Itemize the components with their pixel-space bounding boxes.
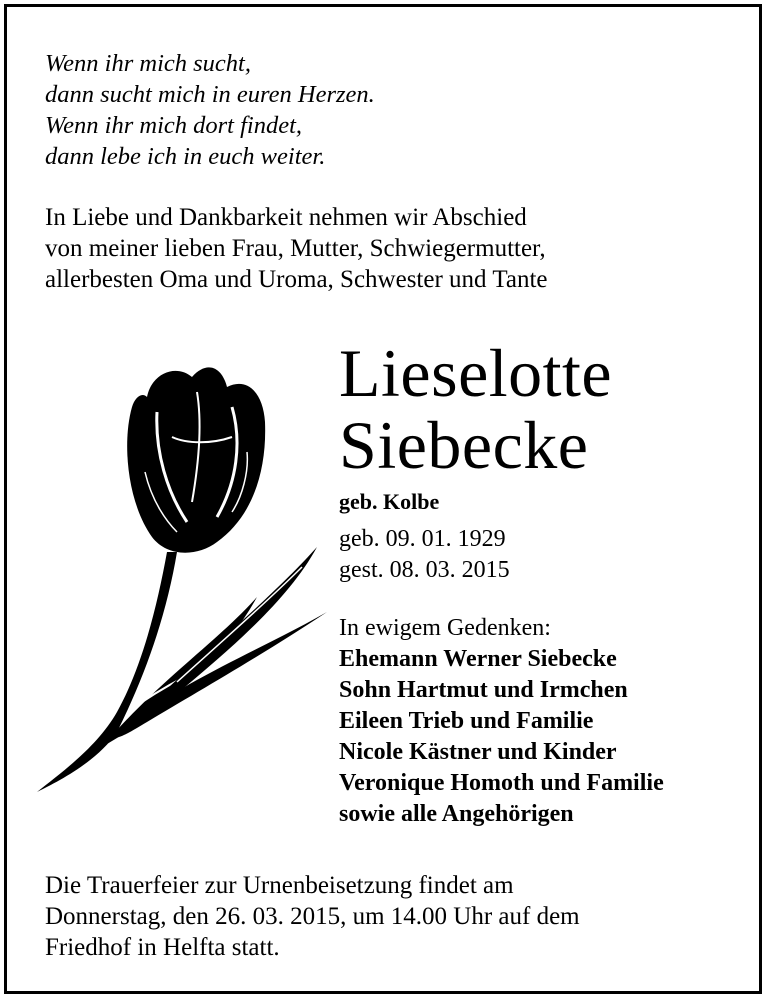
intro-line: von meiner lieben Frau, Mutter, Schwiegermutter, xyxy=(45,235,546,262)
footer-line: Donnerstag, den 26. 03. 2015, um 14.00 Uhr auf dem xyxy=(45,903,580,930)
mourner-name: Ehemann Werner Siebecke xyxy=(339,646,617,672)
intro-text xyxy=(45,202,548,295)
last-name: Siebecke xyxy=(339,407,589,483)
mourner-name: Eileen Trieb und Familie xyxy=(339,708,594,734)
deceased-name xyxy=(339,337,612,481)
intro-line: allerbesten Oma und Uroma, Schwester und Tante xyxy=(45,266,548,293)
mourner-name: Veronique Homoth und Familie xyxy=(339,770,664,796)
first-name: Lieselotte xyxy=(339,335,613,411)
tulip-icon xyxy=(27,352,327,802)
footer-line: Die Trauerfeier zur Urnenbeisetzung findet am xyxy=(45,872,514,899)
intro-line: In Liebe und Dankbarkeit nehmen wir Abschied xyxy=(45,204,527,231)
mourners-list xyxy=(339,613,664,830)
death-date: gest. 08. 03. 2015 xyxy=(339,557,510,583)
poem-line: Wenn ihr mich sucht, xyxy=(45,50,251,77)
mourners-label: In ewigem Gedenken: xyxy=(339,615,551,641)
mourner-name: sowie alle Angehörigen xyxy=(339,801,574,827)
birth-date: geb. 09. 01. 1929 xyxy=(339,526,506,552)
poem xyxy=(45,48,375,172)
poem-line: Wenn ihr mich dort findet, xyxy=(45,112,303,139)
life-dates xyxy=(339,524,510,586)
funeral-notice xyxy=(45,870,580,963)
footer-line: Friedhof in Helfta statt. xyxy=(45,934,280,961)
obituary-frame xyxy=(4,4,762,994)
mourner-name: Nicole Kästner und Kinder xyxy=(339,739,617,765)
poem-line: dann lebe ich in euch weiter. xyxy=(45,143,326,170)
mourner-name: Sohn Hartmut und Irmchen xyxy=(339,677,628,703)
poem-line: dann sucht mich in euren Herzen. xyxy=(45,81,375,108)
maiden-name: geb. Kolbe xyxy=(339,489,440,514)
